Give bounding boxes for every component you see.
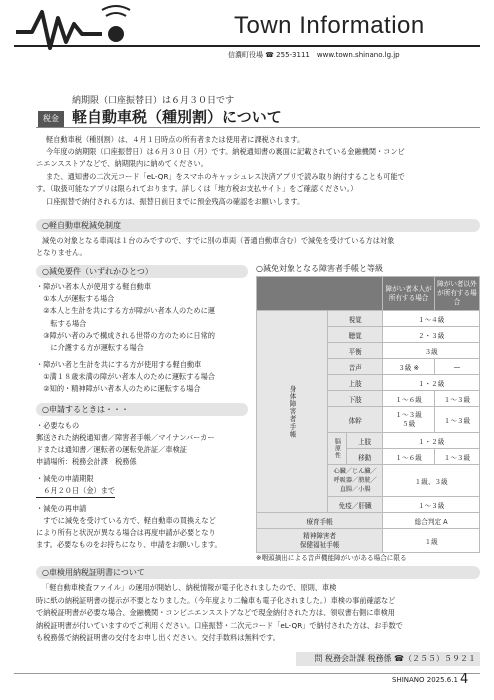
application-line: ・減免の再申請 bbox=[36, 504, 87, 513]
col-header-owner: 障がい者本人が所有する場合 bbox=[383, 277, 435, 311]
row-label: 上肢 bbox=[347, 433, 383, 449]
row-value: １・２級 bbox=[383, 375, 480, 391]
row-value: ３級 bbox=[383, 343, 480, 359]
header-contact: 信濃町役場 ☎ 255-3111 www.town.shinano.lg.jp bbox=[228, 51, 400, 59]
disability-table bbox=[256, 276, 480, 553]
application-line: により所有と状況が異なる場合は再度申請が必要となり bbox=[36, 528, 216, 537]
row-label: 体幹 bbox=[328, 407, 383, 433]
header-rule bbox=[14, 45, 480, 47]
requirement-line: ・障がい者と生計を共にする方が使用する軽自動車 bbox=[36, 360, 202, 369]
certificate-line: で納税証明書が必要な場合、金融機関・コンビニエンスストアなどで現金納付された方は、領収書右側に車検用 bbox=[36, 608, 395, 617]
requirement-line: に介護する方が運転する場合 bbox=[36, 343, 144, 352]
row-value: １〜３級 ５級 bbox=[383, 407, 435, 433]
certificate-heading: ○車検用納税証明書について bbox=[36, 566, 480, 579]
certificate-line: 「軽自動車検査ファイル」の運用が開始し、納税情報が電子化されましたので、原則、車検 bbox=[42, 583, 337, 592]
row-label: 視覚 bbox=[328, 311, 383, 327]
row-label: 精神障害者 保健福祉手帳 bbox=[257, 529, 383, 553]
row-value: ２・３級 bbox=[383, 327, 480, 343]
row-label: 移動 bbox=[347, 449, 383, 465]
row-value: １・２級 bbox=[383, 433, 480, 449]
deadline-text: 納期限（口座振替日）は６月３０日です bbox=[72, 96, 235, 106]
requirement-line: ①満１８歳未満の障がい者本人のために運転する場合 bbox=[36, 372, 215, 381]
tax-badge: 税金 bbox=[38, 111, 64, 127]
row-value: １〜３級 bbox=[434, 449, 479, 465]
requirement-line: ①本人が運転する場合 bbox=[36, 294, 115, 303]
row-value: １〜３級 bbox=[383, 497, 480, 513]
row-value: １〜６級 bbox=[383, 391, 435, 407]
application-line: ドまたは通知書／運転者の運転免許証／車検証 bbox=[36, 445, 187, 454]
certificate-line: 時に紙の納税証明書の提示が不要となりました。（今年度より二輪車も電子化されました。）車検の事前確認など bbox=[36, 596, 396, 605]
row-value: １〜３級 bbox=[434, 407, 479, 433]
reduction-heading: ○軽自動車税減免制度 bbox=[36, 219, 480, 232]
application-line: ・必要なもの bbox=[36, 421, 80, 430]
application-line: すでに減免を受けている方で、軽自動車の買換えなど bbox=[36, 516, 216, 525]
side-label-physical: 身体障害者手帳 bbox=[257, 311, 328, 513]
application-line: ます。必要なものをお持ちになり、申請をお願いします。 bbox=[36, 540, 222, 549]
row-label: 上肢 bbox=[328, 375, 383, 391]
application-line: ・減免の申請期限 bbox=[36, 474, 94, 483]
row-value: １級 bbox=[383, 529, 480, 553]
side-label-cerebral: 脳原性 bbox=[328, 433, 347, 465]
footer-issue: SHINANO 2025.6.1 bbox=[392, 676, 458, 684]
intro-line: 今年度の納期限（口座振替日）は６月３０日（月）です。納税通知書の裏面に記載されている金融機関・コンビ bbox=[46, 147, 405, 156]
requirement-line: ③障がい者のみで構成される世帯の方のために日常的 bbox=[36, 331, 215, 340]
row-label: 免疫／肝臓 bbox=[328, 497, 383, 513]
reduction-line: となりません。 bbox=[36, 248, 87, 257]
main-title: 軽自動車税（種別割）について bbox=[72, 108, 282, 126]
row-label: 音声 bbox=[328, 359, 383, 375]
page-number: 4 bbox=[460, 672, 469, 687]
intro-line: す。（取扱可能なアプリは限られております。詳しくは「地方税お支払サイト」をご確認ください。） bbox=[36, 184, 358, 193]
requirement-line: ②知的・精神障がい者本人のために運転する場合 bbox=[36, 384, 201, 393]
application-heading: ○申請するときは・・・ bbox=[36, 403, 248, 416]
row-value: １〜６級 bbox=[383, 449, 435, 465]
row-value: １級、３級 bbox=[383, 465, 480, 497]
row-label: 療育手帳 bbox=[257, 513, 383, 529]
intro-line: 口座振替で納付される方は、振替日前日までに預金残高の確認をお願いします。 bbox=[46, 197, 305, 206]
row-label: 下肢 bbox=[328, 391, 383, 407]
contact-box: 問 税務会計課 税務係 ☎（２５５）５９２１ bbox=[296, 652, 480, 666]
reduction-line: 減免の対象となる車両は１台のみですので、すでに別の車両（普通自動車含む）で減免を受けている方は対象 bbox=[42, 236, 395, 245]
intro-line: ニエンスストアなどで、納期限内に納めてください。 bbox=[36, 159, 208, 168]
table-heading: ○減免対象となる障害者手帳と等級 bbox=[256, 264, 383, 273]
row-value: ３級 ※ bbox=[383, 359, 435, 375]
application-line: 申請場所：税務会計課 税務係 bbox=[36, 457, 137, 466]
requirement-line: 転する場合 bbox=[36, 319, 87, 328]
certificate-line: 納税証明書が付いていますのでご利用ください。口座振替・二次元コード「eL-QR」で納付された方は、お手数で bbox=[36, 621, 403, 630]
title-underline bbox=[36, 127, 480, 128]
row-label: 聴覚 bbox=[328, 327, 383, 343]
application-deadline: ６月２０日（金）まで bbox=[36, 485, 115, 498]
row-value: — bbox=[434, 359, 479, 375]
header-title: Town Information bbox=[234, 12, 425, 39]
row-label: 平衡 bbox=[328, 343, 383, 359]
row-label: 心臓／じん臓／ 呼吸器／膀胱／ 直腸／小腸 bbox=[328, 465, 383, 497]
footer-rule bbox=[14, 673, 480, 674]
application-line: 郵送された納税通知書／障害者手帳／マイナンバーカー bbox=[36, 433, 215, 442]
row-value: 総合判定 A bbox=[383, 513, 480, 529]
requirement-line: ②本人と生計を共にする方が障がい者本人のために運 bbox=[36, 306, 215, 315]
certificate-line: も税務係で納税証明書の交付をお申し出ください。交付手数料は無料です。 bbox=[36, 633, 280, 642]
table-footnote: ※咽頭摘出による音声機能障がいがある場合に限る bbox=[256, 554, 407, 562]
row-value: １〜３級 bbox=[434, 391, 479, 407]
intro-line: 軽自動車税（種別割）は、４月１日時点の所有者または使用者に課税されます。 bbox=[46, 135, 305, 144]
requirement-line: ・障がい者本人が使用する軽自動車 bbox=[36, 282, 152, 291]
row-value: １〜４級 bbox=[383, 311, 480, 327]
col-header-other: 障がい者以外が所有する場合 bbox=[434, 277, 479, 311]
requirements-heading: ○減免要件（いずれかひとつ） bbox=[36, 265, 248, 278]
intro-line: また、通知書の二次元コード「eL-QR」をスマホのキャッシュレス決済アプリで読み取り納付することも可能で bbox=[46, 172, 405, 181]
